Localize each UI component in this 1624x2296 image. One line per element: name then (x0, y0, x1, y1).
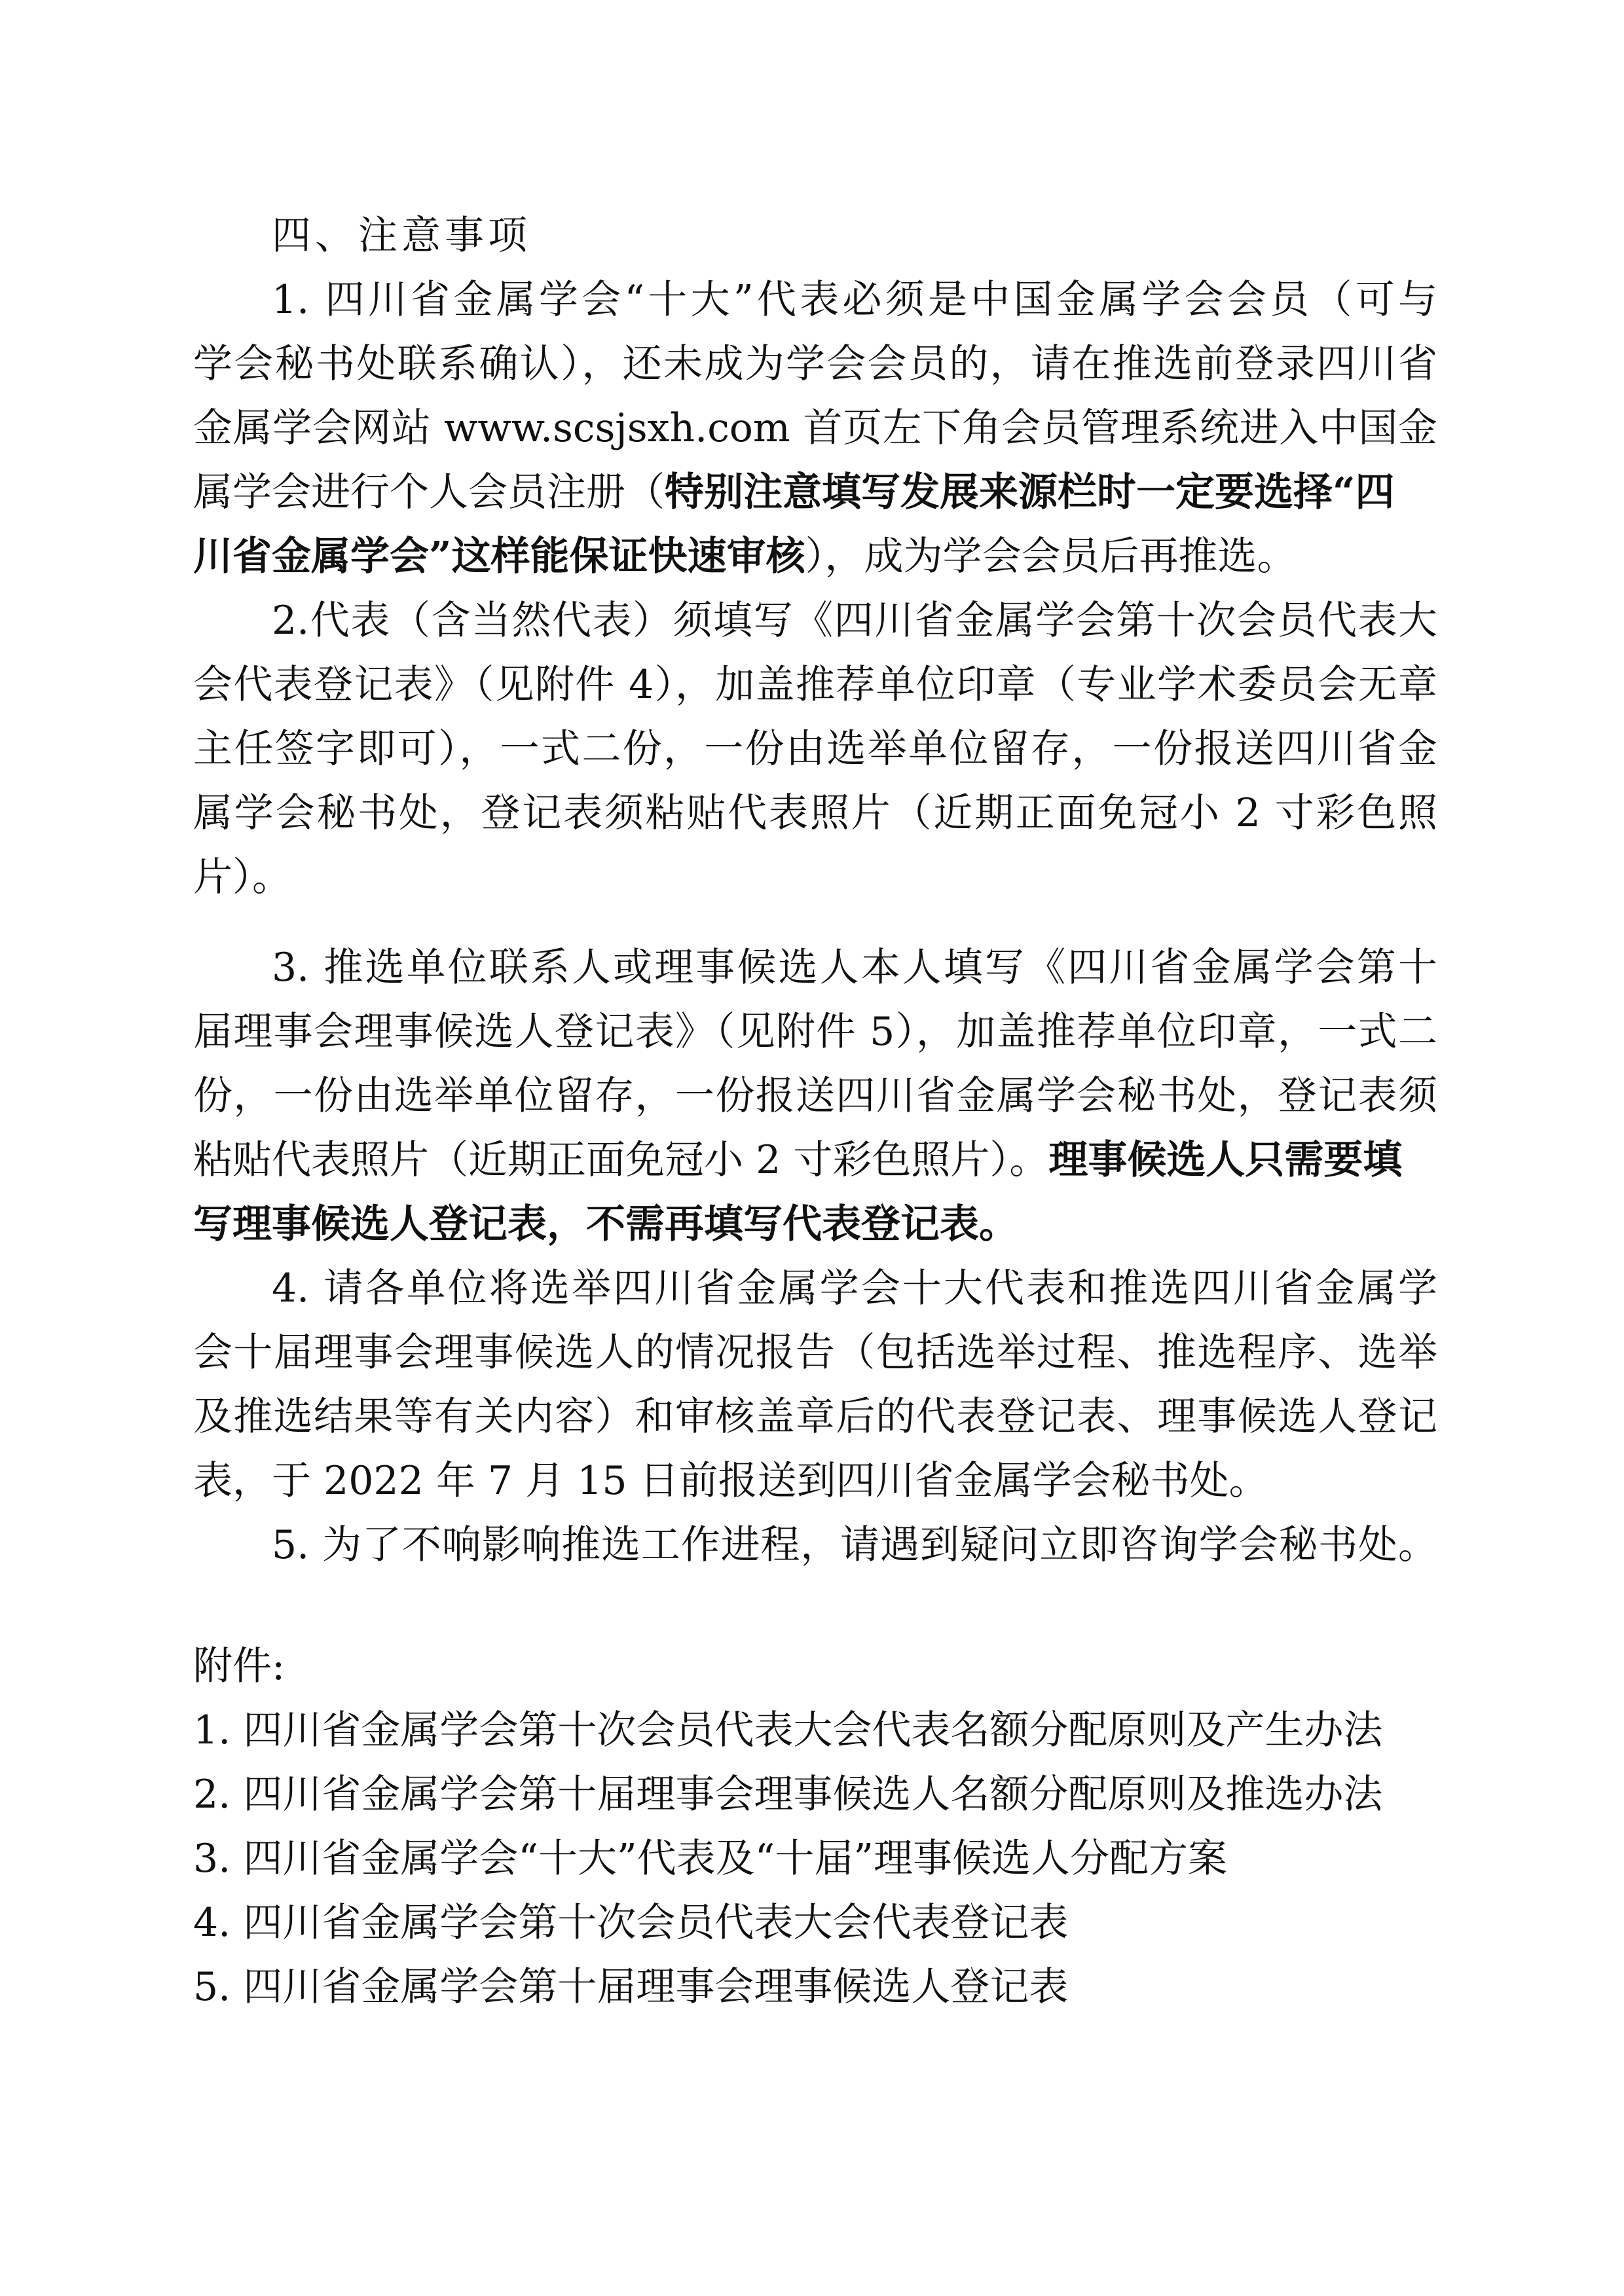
item-3-line-1: 3. 推选单位联系人或理事候选人本人填写《四川省金属学会第十 (272, 945, 1437, 991)
item-1-line-4-normal: 属学会进行个人会员注册（ (193, 469, 665, 515)
item-4-line-2: 会十届理事会理事候选人的情况报告（包括选举过程、推选程序、选举 (193, 1330, 1437, 1376)
section-title: 四、注意事项 (272, 213, 531, 259)
attachments-label: 附件: (193, 1643, 286, 1689)
item-3-line-5: 写理事候选人登记表，不需再填写代表登记表。 (193, 1201, 1018, 1247)
item-2-line-2: 会代表登记表》（见附件 4），加盖推荐单位印章（专业学术委员会无章 (193, 662, 1437, 708)
attachment-item-3: 3. 四川省金属学会“十大”代表及“十届”理事候选人分配方案 (193, 1836, 1228, 1882)
item-3-line-2: 届理事会理事候选人登记表》（见附件 5），加盖推荐单位印章，一式二 (193, 1009, 1437, 1055)
item-2-line-1: 2.代表（含当然代表）须填写《四川省金属学会第十次会员代表大 (272, 598, 1437, 644)
item-3-line-4 (193, 1134, 1437, 1186)
attachment-item-1: 1. 四川省金属学会第十次会员代表大会代表名额分配原则及产生办法 (193, 1707, 1383, 1753)
item-4-line-3: 及推选结果等有关内容）和审核盖章后的代表登记表、理事候选人登记 (193, 1394, 1437, 1440)
item-3-line-4-normal: 粘贴代表照片（近期正面免冠小 2 寸彩色照片）。 (193, 1137, 1049, 1183)
item-1-line-4 (193, 466, 1437, 519)
item-5-line-1: 5. 为了不响影响推选工作进程，请遇到疑问立即咨询学会秘书处。 (272, 1522, 1437, 1568)
item-2-line-4: 属学会秘书处，登记表须粘贴代表照片（近期正面免冠小 2 寸彩色照 (193, 790, 1437, 836)
item-4-line-4: 表，于 2022 年 7 月 15 日前报送到四川省金属学会秘书处。 (193, 1458, 1268, 1504)
item-3-line-4-bold: 理事候选人只需要填 (1048, 1137, 1403, 1183)
item-2-line-5: 片）。 (193, 854, 291, 900)
item-4-line-1: 4. 请各单位将选举四川省金属学会十大代表和推选四川省金属学 (272, 1266, 1437, 1311)
attachment-item-4: 4. 四川省金属学会第十次会员代表大会代表登记表 (193, 1900, 1069, 1946)
item-1-line-5 (193, 530, 1437, 583)
item-2-line-3: 主任签字即可），一式二份，一份由选举单位留存，一份报送四川省金 (193, 726, 1437, 772)
attachment-item-2: 2. 四川省金属学会第十届理事会理事候选人名额分配原则及推选办法 (193, 1772, 1383, 1817)
attachment-item-5: 5. 四川省金属学会第十届理事会理事候选人登记表 (193, 1964, 1069, 2010)
item-1-line-5-bold: 川省金属学会”这样能保证快速审核 (193, 534, 805, 579)
item-1-line-2: 学会秘书处联系确认），还未成为学会会员的，请在推选前登录四川省 (193, 341, 1437, 387)
item-1-line-1: 1. 四川省金属学会“十大”代表必须是中国金属学会会员（可与 (272, 277, 1437, 323)
item-1-line-3: 金属学会网站 www.scsjsxh.com 首页左下角会员管理系统进入中国金 (193, 405, 1437, 451)
item-1-line-4-bold: 特别注意填写发展来源栏时一定要选择“四 (665, 469, 1395, 515)
item-1-line-5-normal: ），成为学会会员后再推选。 (805, 534, 1297, 579)
item-3-line-3: 份，一份由选举单位留存，一份报送四川省金属学会秘书处，登记表须 (193, 1073, 1437, 1119)
